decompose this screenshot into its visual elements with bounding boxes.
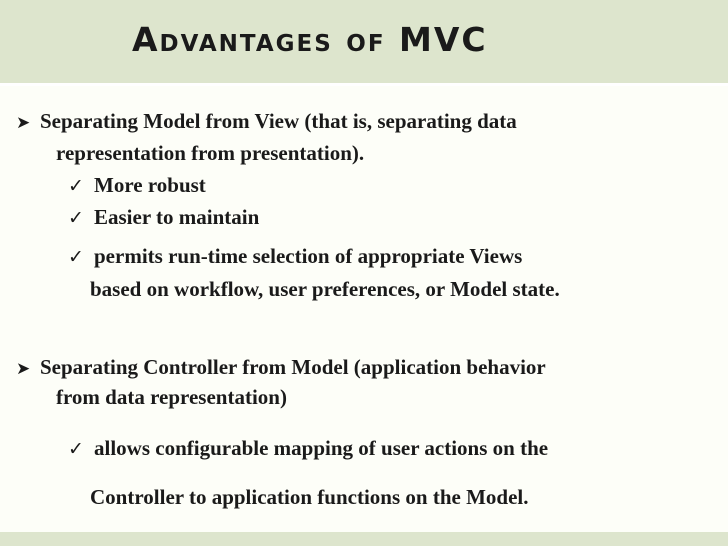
sub-point-1-1 — [68, 172, 206, 199]
arrowhead-bullet-icon: ➤ — [16, 113, 31, 133]
footer-band — [0, 532, 728, 546]
sub-point-1-2-text: Easier to maintain — [94, 205, 260, 229]
sub-point-1-3-line-2: based on workflow, user preferences, or Model state. — [90, 277, 560, 301]
sub-point-1-1-text: More robust — [94, 173, 206, 197]
bullet-point-2 — [16, 354, 546, 382]
sub-point-1-2 — [68, 204, 259, 231]
arrowhead-bullet-icon: ➤ — [16, 359, 31, 379]
bullet-point-2-continuation — [56, 384, 287, 410]
sub-point-2-1 — [68, 435, 548, 462]
bullet-point-1-line-2: representation from presentation). — [56, 141, 365, 165]
bullet-point-2-line-1: Separating Controller from Model (application behavior — [40, 355, 546, 379]
checkmark-icon: ✓ — [68, 438, 84, 460]
bullet-point-2-line-2: from data representation) — [56, 385, 287, 409]
title-divider — [0, 83, 728, 86]
sub-point-2-1-line-2: Controller to application functions on the Model. — [90, 485, 529, 509]
checkmark-icon: ✓ — [68, 175, 84, 197]
sub-point-1-3-line-1: permits run-time selection of appropriate Views — [94, 244, 523, 268]
checkmark-icon: ✓ — [68, 246, 84, 268]
slide-title: Advantages of MVC — [132, 20, 488, 59]
sub-point-2-1-line-1: allows configurable mapping of user actions on the — [94, 436, 549, 460]
sub-point-2-1-continuation — [90, 484, 529, 510]
bullet-point-1-line-1: Separating Model from View (that is, separating data — [40, 109, 517, 133]
checkmark-icon: ✓ — [68, 207, 84, 229]
sub-point-1-3-continuation — [90, 276, 560, 302]
bullet-point-1 — [16, 108, 517, 136]
sub-point-1-3 — [68, 243, 522, 270]
bullet-point-1-continuation — [56, 140, 364, 166]
